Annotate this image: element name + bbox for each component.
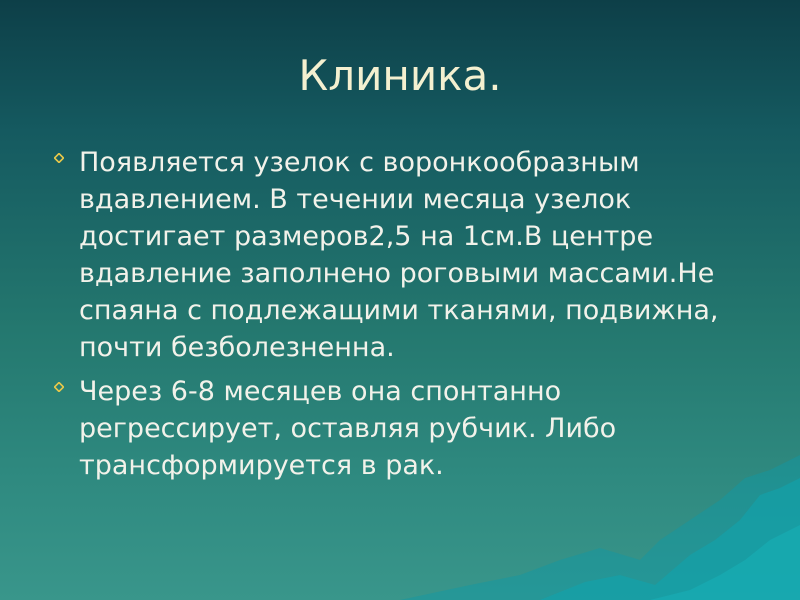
diamond-bullet-icon — [54, 382, 64, 392]
slide-title: Клиника. — [298, 51, 502, 100]
bullet-item — [48, 373, 748, 484]
diamond-bullet-icon — [54, 153, 64, 163]
bullet-item — [48, 144, 748, 366]
bullet-text: Появляется узелок с воронкообразным вдавлением. В течении месяца узелок достигает размеров2,5 на 1см.В центре вдавление заполнено роговыми массами.Не спаяна с подлежащими тканями, подвижна, почти безболезненна. — [79, 147, 719, 363]
bullet-text: Через 6-8 месяцев она спонтанно регрессирует, оставляя рубчик. Либо трансформируется в рак. — [79, 376, 617, 481]
bullet-list — [48, 144, 748, 491]
